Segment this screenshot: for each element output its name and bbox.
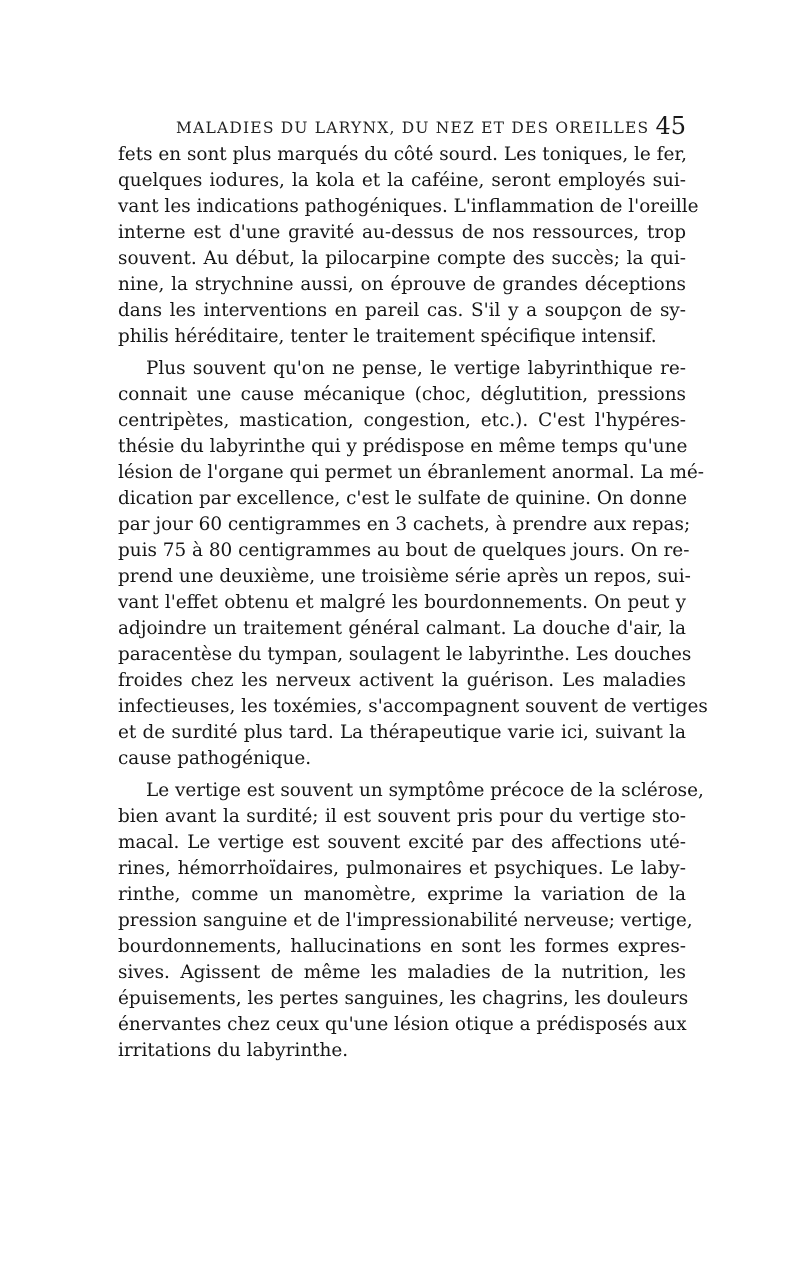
paragraph-3 (118, 778, 704, 1064)
text-line: nine, la strychnine aussi, on éprouve de grandes déceptions (118, 274, 686, 295)
text-line: souvent. Au début, la pilocarpine compte des succès; la qui- (118, 248, 686, 269)
text-line: philis héréditaire, tenter le traitement spécifique intensif. (118, 326, 657, 347)
text-line: vant les indications pathogéniques. L'inflammation de l'oreille (118, 196, 699, 217)
text-line: macal. Le vertige est souvent excité par des affections uté- (118, 832, 686, 853)
text-line: infectieuses, les toxémies, s'accompagnent souvent de vertiges (118, 696, 708, 717)
text-line: dans les interventions en pareil cas. S'il y a soupçon de sy- (118, 300, 686, 321)
text-line: fets en sont plus marqués du côté sourd. Les toniques, le fer, (118, 144, 687, 165)
running-head (176, 112, 686, 142)
body-text (118, 142, 708, 1070)
text-line: Plus souvent qu'on ne pense, le vertige labyrinthique re- (146, 358, 686, 379)
paragraph-1 (118, 142, 699, 350)
text-line: bourdonnements, hallucinations en sont les formes expres- (118, 936, 686, 957)
text-line: connait une cause mécanique (choc, déglutition, pressions (118, 384, 686, 405)
text-line: cause pathogénique. (118, 748, 312, 769)
text-line: énervantes chez ceux qu'une lésion otique a prédisposés aux (118, 1014, 687, 1035)
text-line: adjoindre un traitement général calmant. La douche d'air, la (118, 618, 686, 639)
text-line: bien avant la surdité; il est souvent pris pour du vertige sto- (118, 806, 686, 827)
text-line: irritations du labyrinthe. (118, 1040, 349, 1061)
text-line: quelques iodures, la kola et la caféine, seront employés sui- (118, 170, 686, 191)
paragraph-2 (118, 356, 708, 772)
text-line: centripètes, mastication, congestion, etc.). C'est l'hypéres- (118, 410, 686, 431)
text-line: pression sanguine et de l'impressionabilité nerveuse; vertige, (118, 910, 693, 931)
page-number: 45 (655, 112, 686, 140)
running-title: MALADIES DU LARYNX, DU NEZ ET DES OREILLES (176, 119, 650, 137)
text-line: paracentèse du tympan, soulagent le labyrinthe. Les douches (118, 644, 692, 665)
text-line: et de surdité plus tard. La thérapeutique varie ici, suivant la (118, 722, 686, 743)
text-line: Le vertige est souvent un symptôme précoce de la sclérose, (146, 780, 704, 801)
text-line: interne est d'une gravité au-dessus de nos ressources, trop (118, 222, 686, 243)
text-line: froides chez les nerveux activent la guérison. Les maladies (118, 670, 686, 691)
text-line: prend une deuxième, une troisième série après un repos, sui- (118, 566, 691, 587)
text-line: dication par excellence, c'est le sulfate de quinine. On donne (118, 488, 688, 509)
text-line: rinthe, comme un manomètre, exprime la variation de la (118, 884, 686, 905)
text-line: par jour 60 centigrammes en 3 cachets, à prendre aux repas; (118, 514, 691, 535)
text-line: rines, hémorrhoïdaires, pulmonaires et psychiques. Le laby- (118, 858, 686, 879)
text-line: sives. Agissent de même les maladies de la nutrition, les (118, 962, 686, 983)
text-line: vant l'effet obtenu et malgré les bourdonnements. On peut y (118, 592, 686, 613)
text-line: épuisements, les pertes sanguines, les chagrins, les douleurs (118, 988, 689, 1009)
text-line: thésie du labyrinthe qui y prédispose en même temps qu'une (118, 436, 688, 457)
text-line: puis 75 à 80 centigrammes au bout de quelques jours. On re- (118, 540, 690, 561)
text-line: lésion de l'organe qui permet un ébranlement anormal. La mé- (118, 462, 704, 483)
